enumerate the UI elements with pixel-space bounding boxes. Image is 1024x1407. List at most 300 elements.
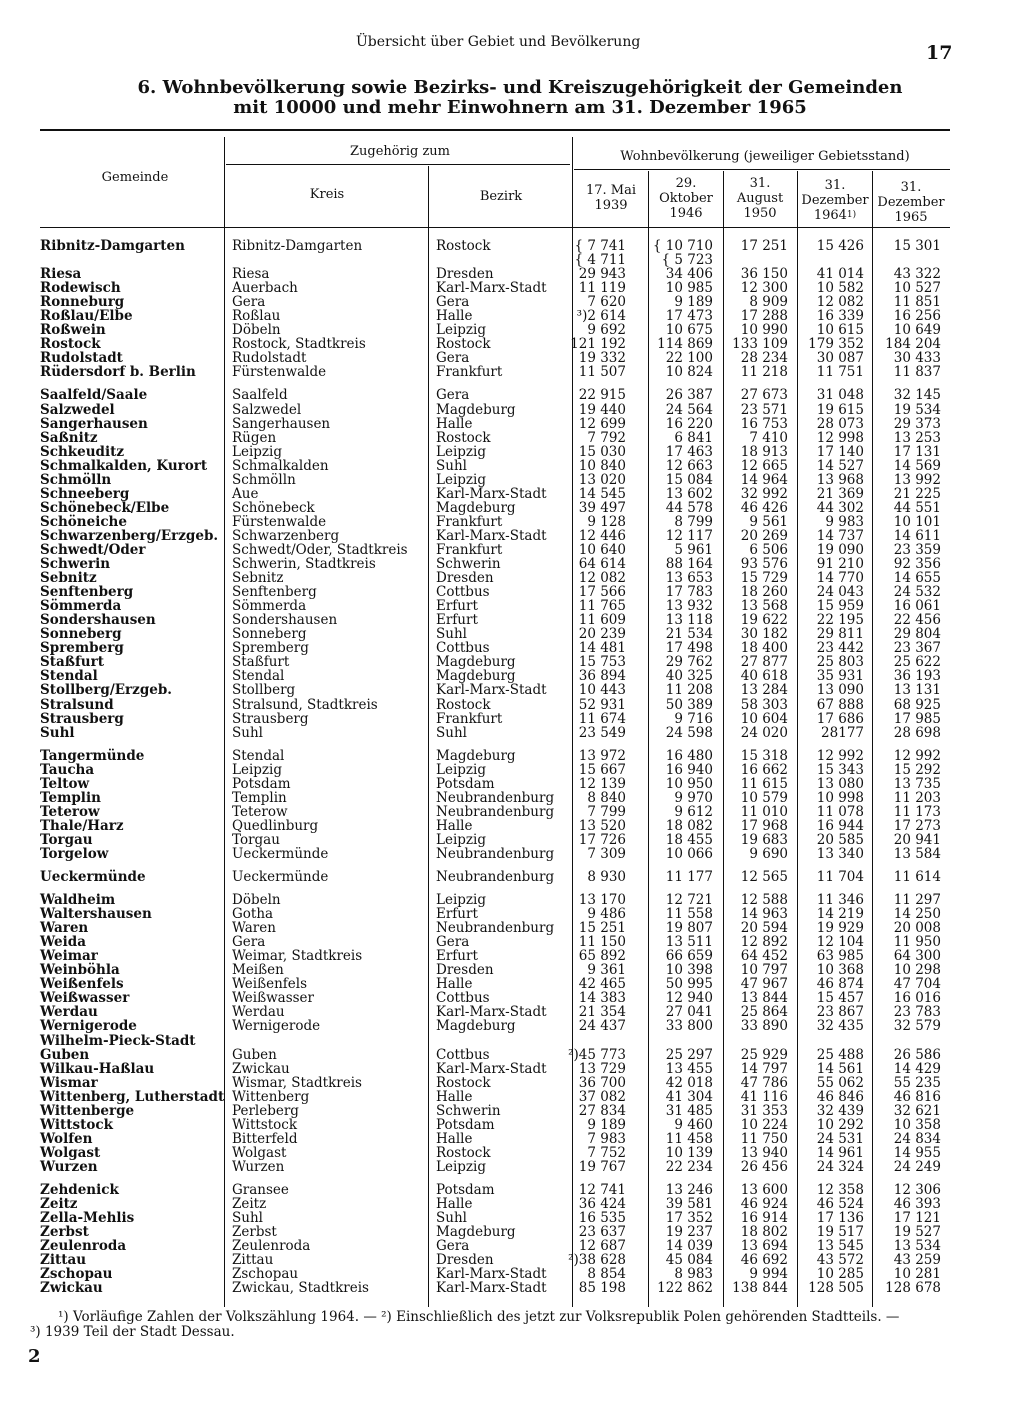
cell-gemeinde: Zittau — [40, 1252, 87, 1269]
footnote-line-2: ³) 1939 Teil der Stadt Dessau. — [30, 1324, 235, 1340]
cell-bezirk: Frankfurt — [436, 364, 503, 381]
cell-1965: 17 121 — [893, 1210, 941, 1227]
cell-bezirk: Leipzig — [436, 892, 486, 909]
table-row — [0, 1034, 1024, 1048]
cell-1946: 33 800 — [665, 1018, 713, 1035]
cell-1950: 13 568 — [740, 598, 788, 615]
cell-1939: 23 549 — [578, 724, 626, 741]
cell-1964: 29 811 — [816, 626, 864, 643]
table-row — [0, 683, 1024, 697]
cell-kreis: Saalfeld — [232, 387, 288, 404]
cell-1946: 39 581 — [665, 1196, 713, 1213]
cell-kreis: Stralsund, Stadtkreis — [232, 696, 378, 713]
cell-1964: 15 426 — [816, 238, 864, 254]
cell-kreis: Torgau — [232, 831, 280, 848]
cell-bezirk: Neubrandenburg — [436, 869, 555, 886]
header-1965: 31. Dezember 1965 — [877, 180, 945, 225]
cell-1964: 20 585 — [816, 831, 864, 848]
cell-bezirk: Neubrandenburg — [436, 920, 555, 937]
cell-1939: 23 637 — [578, 1224, 626, 1241]
cell-1950: 11 615 — [740, 775, 788, 792]
header-zugehoerig: Zugehörig zum — [350, 144, 450, 159]
cell-1965: 12 306 — [893, 1182, 941, 1198]
cell-gemeinde: Schwerin — [40, 556, 111, 573]
cell-gemeinde: Rüdersdorf b. Berlin — [40, 364, 196, 381]
cell-gemeinde: Rostock — [40, 336, 101, 353]
cell-1964: 67 888 — [816, 696, 864, 713]
cell-1946: 9 189 — [674, 294, 713, 311]
cell-kreis: Werdau — [232, 1004, 285, 1021]
table-row — [0, 1076, 1024, 1090]
cell-bezirk: Magdeburg — [436, 654, 516, 671]
cell-1965: 24 532 — [893, 584, 941, 601]
cell-1939: 36 894 — [578, 668, 626, 685]
cell-1964: 19 517 — [816, 1224, 864, 1241]
cell-1946: 10 139 — [665, 1144, 713, 1161]
cell-gemeinde: Torgau — [40, 831, 93, 848]
table-row — [0, 1281, 1024, 1295]
cell-1946: 9 970 — [674, 789, 713, 806]
cell-kreis: Rudolstadt — [232, 350, 307, 367]
cell-1964: 10 292 — [816, 1116, 864, 1133]
cell-1950: 9 994 — [749, 1266, 788, 1283]
cell-kreis: Auerbach — [232, 280, 298, 297]
cell-1950: 13 940 — [740, 1144, 788, 1161]
cell-1939: 14 481 — [578, 640, 626, 657]
table-row — [0, 641, 1024, 655]
cell-1964: 23 442 — [816, 640, 864, 657]
cell-1950: 17 251 — [740, 238, 788, 254]
running-head: Übersicht über Gebiet und Bevölkerung — [356, 34, 641, 50]
cell-gemeinde: Stralsund — [40, 696, 114, 713]
cell-1946: 5 961 — [674, 541, 713, 558]
cell-1946: 18 082 — [665, 817, 713, 834]
cell-bezirk: Rostock — [436, 1074, 491, 1091]
cell-1950: 10 224 — [740, 1116, 788, 1133]
cell-1964: 19 090 — [816, 541, 864, 558]
cell-kreis: Stendal — [232, 747, 285, 764]
table-row — [0, 949, 1024, 963]
cell-1950: 13 284 — [740, 682, 788, 699]
cell-bezirk: Magdeburg — [436, 1224, 516, 1241]
cell-1965: 32 145 — [893, 387, 941, 404]
cell-1965: 16 256 — [893, 308, 941, 325]
cell-1964: 10 615 — [816, 322, 864, 339]
cell-1965: 128 678 — [885, 1280, 941, 1297]
cell-bezirk: Magdeburg — [436, 1018, 516, 1035]
cell-bezirk: Karl-Marx-Stadt — [436, 1004, 547, 1021]
cell-1964: 11 751 — [816, 364, 864, 381]
cell-1965: 29 804 — [893, 626, 941, 643]
cell-1950: 58 303 — [740, 696, 788, 713]
table-row — [0, 431, 1024, 445]
cell-1946: 22 234 — [665, 1158, 713, 1175]
cell-kreis: Rügen — [232, 429, 277, 446]
cell-1946: 8 983 — [674, 1266, 713, 1283]
header-kreis: Kreis — [309, 187, 345, 202]
cell-gemeinde: Staßfurt — [40, 654, 104, 671]
cell-1946: 25 297 — [665, 1046, 713, 1063]
cell-kreis: Zerbst — [232, 1224, 277, 1241]
cell-1965: 92 356 — [893, 556, 941, 573]
cell-bezirk: Leipzig — [436, 443, 486, 460]
cell-1964: 13 090 — [816, 682, 864, 699]
cell-1964: 25 803 — [816, 654, 864, 671]
cell-1939: 11 674 — [578, 710, 626, 727]
header-1950: 31. August 1950 — [736, 176, 784, 221]
cell-gemeinde: Wittenberge — [40, 1102, 135, 1119]
table-row — [0, 935, 1024, 949]
cell-1950: 17 968 — [740, 817, 788, 834]
cell-1939: 17 566 — [578, 584, 626, 601]
cell-1939: 65 892 — [578, 948, 626, 965]
cell-1950: 28 234 — [740, 350, 788, 367]
cell-1946: 13 932 — [665, 598, 713, 615]
cell-bezirk: Karl-Marx-Stadt — [436, 1266, 547, 1283]
cell-1950: 30 182 — [740, 626, 788, 643]
cell-1946: 88 164 — [665, 556, 713, 573]
cell-bezirk: Frankfurt — [436, 541, 503, 558]
cell-1950: 12 665 — [740, 457, 788, 474]
table-row — [0, 726, 1024, 740]
cell-1964: 179 352 — [808, 336, 864, 353]
cell-1939: 12 687 — [578, 1238, 626, 1255]
cell-1939: 39 497 — [578, 499, 626, 516]
cell-bezirk: Rostock — [436, 336, 491, 353]
cell-kreis: Weißenfels — [232, 976, 308, 993]
table-row — [0, 557, 1024, 571]
cell-kreis: Weißwasser — [232, 990, 315, 1007]
cell-1964: 32 435 — [816, 1018, 864, 1035]
cell-1946: 50 995 — [665, 976, 713, 993]
cell-kreis: Zeulenroda — [232, 1238, 311, 1255]
cell-1964: 10 368 — [816, 962, 864, 979]
cell-kreis: Roßlau — [232, 308, 281, 325]
cell-1964: 41 014 — [816, 266, 864, 283]
cell-1965: 47 704 — [893, 976, 941, 993]
cell-1950: 27 877 — [740, 654, 788, 671]
cell-1950: 46 924 — [740, 1196, 788, 1213]
cell-gemeinde: Zeulenroda — [40, 1238, 127, 1255]
cell-1964: 46 874 — [816, 976, 864, 993]
table-row — [0, 417, 1024, 431]
table-row — [0, 1090, 1024, 1104]
table-row — [0, 669, 1024, 683]
cell-1965: 11 203 — [893, 789, 941, 806]
cell-1950: 27 673 — [740, 387, 788, 404]
cell-1964: 12 082 — [816, 294, 864, 311]
cell-1946: 41 304 — [665, 1088, 713, 1105]
cell-1946: 45 084 — [665, 1252, 713, 1269]
cell-1946: 22 100 — [665, 350, 713, 367]
cell-bezirk: Gera — [436, 934, 470, 951]
cell-1965: 14 655 — [893, 570, 941, 587]
cell-1939: ²)45 773 — [568, 1046, 626, 1063]
cell-gemeinde: Strausberg — [40, 710, 124, 727]
cell-1964: 43 572 — [816, 1252, 864, 1269]
cell-1964: 55 062 — [816, 1074, 864, 1091]
table-row — [0, 281, 1024, 295]
cell-kreis: Ueckermünde — [232, 845, 329, 862]
cell-bezirk: Karl-Marx-Stadt — [436, 1280, 547, 1297]
cell-1946: 12 117 — [665, 527, 713, 544]
table-row — [0, 388, 1024, 402]
cell-1946: 19 807 — [665, 920, 713, 937]
cell-1946: 15 084 — [665, 471, 713, 488]
table-row — [0, 963, 1024, 977]
cell-1946: 11 458 — [665, 1130, 713, 1147]
cell-gemeinde: Weißenfels — [40, 976, 124, 993]
cell-kreis: Döbeln — [232, 322, 281, 339]
table-row — [0, 1267, 1024, 1281]
cell-1964: 91 210 — [816, 556, 864, 573]
cell-kreis: Waren — [232, 920, 276, 937]
cell-gemeinde: Taucha — [40, 761, 95, 778]
cell-bezirk: Suhl — [436, 1210, 467, 1227]
cell-1946: 13 511 — [665, 934, 713, 951]
table-row — [0, 1062, 1024, 1076]
cell-1965: 23 367 — [893, 640, 941, 657]
cell-gemeinde: Wilkau-Haßlau — [40, 1060, 155, 1077]
table-row — [0, 309, 1024, 323]
cell-1939: 10 443 — [578, 682, 626, 699]
cell-1965: 32 621 — [893, 1102, 941, 1119]
cell-bezirk: Potsdam — [436, 1116, 495, 1133]
cell-1939: 15 667 — [578, 761, 626, 778]
cell-1964: 14 770 — [816, 570, 864, 587]
cell-1950: 14 963 — [740, 906, 788, 923]
cell-1965: 11 173 — [893, 803, 941, 820]
cell-1964: 28177 — [821, 724, 864, 741]
cell-1964: 15 959 — [816, 598, 864, 615]
cell-bezirk: Suhl — [436, 457, 467, 474]
cell-1946: 11 208 — [665, 682, 713, 699]
cell-1965: 26 586 — [893, 1046, 941, 1063]
cell-1964: 24 043 — [816, 584, 864, 601]
cell-gemeinde: Wismar — [40, 1074, 98, 1091]
cell-1946: 11 558 — [665, 906, 713, 923]
cell-gemeinde: Spremberg — [40, 640, 124, 657]
cell-1965: 24 834 — [893, 1130, 941, 1147]
table-row — [0, 585, 1024, 599]
cell-1964: 15 343 — [816, 761, 864, 778]
cell-bezirk: Halle — [436, 415, 473, 432]
cell-1964: 25 488 — [816, 1046, 864, 1063]
table-row — [0, 749, 1024, 763]
cell-1939: 37 082 — [578, 1088, 626, 1105]
cell-gemeinde: Wittenberg, Lutherstadt — [40, 1088, 225, 1105]
cell-1964: 14 961 — [816, 1144, 864, 1161]
cell-1964: 12 998 — [816, 429, 864, 446]
cell-1939: 12 446 — [578, 527, 626, 544]
header-gemeinde: Gemeinde — [101, 170, 169, 185]
cell-1964: 128 505 — [808, 1280, 864, 1297]
table-row — [0, 403, 1024, 417]
cell-1946: 17 498 — [665, 640, 713, 657]
cell-1946: 10 824 — [665, 364, 713, 381]
cell-gemeinde: Zerbst — [40, 1224, 89, 1241]
cell-1939: 13 972 — [578, 747, 626, 764]
cell-gemeinde: Waren — [40, 920, 89, 937]
cell-gemeinde: Teterow — [40, 803, 100, 820]
cell-bezirk: Karl-Marx-Stadt — [436, 280, 547, 297]
cell-1946: 34 406 — [665, 266, 713, 283]
cell-kreis: Wittenberg — [232, 1088, 310, 1105]
cell-1939: 29 943 — [578, 266, 626, 283]
cell-bezirk: Rostock — [436, 696, 491, 713]
cell-1965: 25 622 — [893, 654, 941, 671]
cell-1950: 7 410 — [749, 429, 788, 446]
cell-1939: { 4 711 — [574, 252, 626, 269]
cell-1946: 40 325 — [665, 668, 713, 685]
cell-1965: 16 061 — [893, 598, 941, 615]
cell-gemeinde: Wolgast — [40, 1144, 101, 1161]
cell-kreis: Rostock, Stadtkreis — [232, 336, 366, 353]
cell-1964: 14 219 — [816, 906, 864, 923]
table-row — [0, 365, 1024, 379]
cell-gemeinde: Saßnitz — [40, 429, 98, 446]
cell-kreis: Wittstock — [232, 1116, 298, 1133]
cell-1939: 9 128 — [587, 513, 626, 530]
cell-1965: 23 359 — [893, 541, 941, 558]
cell-kreis: Zeitz — [232, 1196, 267, 1213]
cell-1939: 9 189 — [587, 1116, 626, 1133]
cell-1964: 19 615 — [816, 401, 864, 418]
cell-kreis: Aue — [232, 485, 259, 502]
cell-1946: 10 398 — [665, 962, 713, 979]
cell-1946: 9 612 — [674, 803, 713, 820]
cell-gemeinde: Rodewisch — [40, 280, 121, 297]
cell-1939: 42 465 — [578, 976, 626, 993]
cell-bezirk: Halle — [436, 1130, 473, 1147]
cell-1946: 17 463 — [665, 443, 713, 460]
cell-bezirk: Cottbus — [436, 640, 490, 657]
cell-1939: 15 251 — [578, 920, 626, 937]
cell-bezirk: Gera — [436, 1238, 470, 1255]
table-row — [0, 777, 1024, 791]
cell-1939: 12 741 — [578, 1182, 626, 1198]
cell-1946: 26 387 — [665, 387, 713, 404]
cell-1965: 15 301 — [893, 238, 941, 254]
cell-1965: 14 429 — [893, 1060, 941, 1077]
table-row — [0, 1239, 1024, 1253]
cell-bezirk: Leipzig — [436, 1158, 486, 1175]
cell-1939: 52 931 — [578, 696, 626, 713]
cell-bezirk: Frankfurt — [436, 710, 503, 727]
table-row — [0, 1104, 1024, 1118]
cell-kreis: Stendal — [232, 668, 285, 685]
cell-1950: 24 020 — [740, 724, 788, 741]
cell-bezirk: Leipzig — [436, 471, 486, 488]
cell-bezirk: Rostock — [436, 1144, 491, 1161]
cell-1946: 44 578 — [665, 499, 713, 516]
cell-bezirk: Halle — [436, 817, 473, 834]
cell-kreis: Gera — [232, 294, 266, 311]
cell-gemeinde: Thale/Harz — [40, 817, 124, 834]
cell-1950: 18 400 — [740, 640, 788, 657]
cell-bezirk: Suhl — [436, 724, 467, 741]
table-row — [0, 1183, 1024, 1197]
cell-gemeinde: Sonneberg — [40, 626, 122, 643]
cell-bezirk: Potsdam — [436, 1182, 495, 1198]
table-row — [0, 1118, 1024, 1132]
cell-1964: 24 531 — [816, 1130, 864, 1147]
cell-1950: 41 116 — [740, 1088, 788, 1105]
cell-gemeinde: Zschopau — [40, 1266, 113, 1283]
cell-gemeinde: Salzwedel — [40, 401, 115, 418]
table-row — [0, 907, 1024, 921]
cell-1965: 43 259 — [893, 1252, 941, 1269]
cell-gemeinde: Weimar — [40, 948, 98, 965]
cell-gemeinde: Riesa — [40, 266, 82, 283]
cell-bezirk: Karl-Marx-Stadt — [436, 527, 547, 544]
cell-1939: 8 840 — [587, 789, 626, 806]
cell-1965: 44 551 — [893, 499, 941, 516]
cell-kreis: Leipzig — [232, 443, 282, 460]
cell-1964: 13 080 — [816, 775, 864, 792]
cell-1965: 55 235 — [893, 1074, 941, 1091]
cell-1965: 29 373 — [893, 415, 941, 432]
cell-1946: 12 940 — [665, 990, 713, 1007]
cell-1939: 19 767 — [578, 1158, 626, 1175]
cell-1965: 12 992 — [893, 747, 941, 764]
cell-1950: 32 992 — [740, 485, 788, 502]
cell-1950: 6 506 — [749, 541, 788, 558]
table-row — [0, 698, 1024, 712]
cell-1964: 10 998 — [816, 789, 864, 806]
cell-1946: 13 602 — [665, 485, 713, 502]
cell-bezirk: Karl-Marx-Stadt — [436, 485, 547, 502]
cell-kreis: Zittau — [232, 1252, 274, 1269]
cell-1965: 15 292 — [893, 761, 941, 778]
cell-kreis: Staßfurt — [232, 654, 290, 671]
cell-1950: 13 694 — [740, 1238, 788, 1255]
cell-gemeinde: Weißwasser — [40, 990, 130, 1007]
cell-1939: 19 332 — [578, 350, 626, 367]
cell-1964: 44 302 — [816, 499, 864, 516]
cell-bezirk: Halle — [436, 1196, 473, 1213]
header-bezirk: Bezirk — [479, 189, 523, 204]
cell-1965: 17 131 — [893, 443, 941, 460]
cell-1946: 24 564 — [665, 401, 713, 418]
cell-1946: 27 041 — [665, 1004, 713, 1021]
cell-1946: 12 721 — [665, 892, 713, 909]
cell-bezirk: Schwerin — [436, 1102, 501, 1119]
cell-bezirk: Rostock — [436, 238, 491, 254]
table-row — [0, 1019, 1024, 1033]
cell-kreis: Wolgast — [232, 1144, 287, 1161]
cell-bezirk: Magdeburg — [436, 401, 516, 418]
table-row — [0, 543, 1024, 557]
table-row — [0, 599, 1024, 613]
cell-gemeinde: Senftenberg — [40, 584, 134, 601]
cell-gemeinde: Wilhelm-Pieck-Stadt — [40, 1032, 196, 1049]
cell-kreis: Wernigerode — [232, 1018, 321, 1035]
cell-1946: { 10 710 — [652, 238, 713, 254]
cell-1939: 85 198 — [578, 1280, 626, 1297]
cell-bezirk: Leipzig — [436, 831, 486, 848]
cell-1950: 9 690 — [749, 845, 788, 862]
cell-1965: 13 131 — [893, 682, 941, 699]
cell-1965: 14 611 — [893, 527, 941, 544]
cell-1965: 43 322 — [893, 266, 941, 283]
cell-bezirk: Halle — [436, 308, 473, 325]
cell-1964: 14 527 — [816, 457, 864, 474]
cell-1964: 21 369 — [816, 485, 864, 502]
cell-bezirk: Leipzig — [436, 761, 486, 778]
cell-1946: 11 177 — [665, 869, 713, 886]
table-row — [0, 351, 1024, 365]
